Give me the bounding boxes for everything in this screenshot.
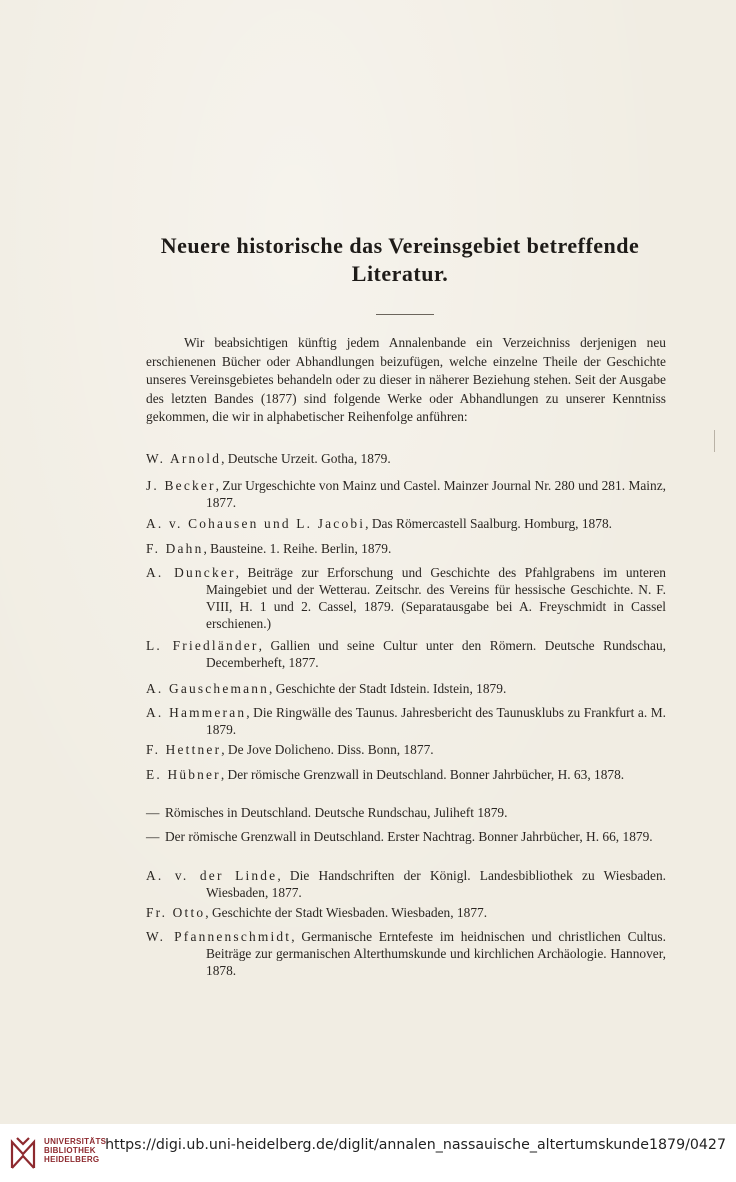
entry-author: L. Friedländer — [146, 638, 259, 653]
bibliography-entry — [146, 828, 666, 845]
bibliography-entry — [146, 564, 666, 632]
bibliography-entry — [146, 450, 666, 467]
entry-text: , Die Ringwälle des Taunus. Jahresbericht des Taunusklubs zu Frankfurt a. M. 1879. — [206, 705, 666, 737]
entry-text: , Zur Urgeschichte von Mainz und Castel. Mainzer Journal Nr. 280 und 281. Mainz, 1877. — [206, 478, 666, 510]
library-name-line-3: HEIDELBERG — [44, 1155, 100, 1164]
title-divider — [376, 314, 434, 315]
library-name-line-1: UNIVERSITÄTS- — [44, 1137, 110, 1146]
bibliography-entry — [146, 904, 666, 921]
university-library-logo[interactable] — [8, 1134, 38, 1174]
bibliography-entry — [146, 704, 666, 738]
entry-author: Fr. Otto — [146, 905, 206, 920]
entry-author: A. Duncker — [146, 565, 236, 580]
entry-author: F. Hettner — [146, 742, 222, 757]
entry-text: Der römische Grenzwall in Deutschland. Erster Nachtrag. Bonner Jahrbücher, H. 66, 1879. — [161, 829, 653, 844]
title-line-2: Literatur. — [351, 261, 449, 286]
bibliography-entry — [146, 515, 666, 532]
intro-paragraph — [146, 334, 666, 427]
entry-author: — — [146, 805, 162, 820]
entry-text: , Germanische Erntefeste im heidnischen und christlichen Cultus. Beiträge zur germanischen Alterthumskunde und kirchlichen Archäologie. Hannover, 1878. — [206, 929, 666, 978]
entry-text: , Beiträge zur Erforschung und Geschichte des Pfahlgrabens im unteren Maingebiet und der Wetterau. Zeitschr. des Vereins für hessische Geschichte. N. F. VIII, H. 1 und 2. Cassel, 1879. (Separatausgabe bei A. Freyschmidt in Cassel erschienen.) — [206, 565, 666, 631]
entry-text: Römisches in Deutschland. Deutsche Rundschau, Juliheft 1879. — [161, 805, 508, 820]
entry-text: , Geschichte der Stadt Wiesbaden. Wiesbaden, 1877. — [205, 905, 488, 920]
entry-author: W. Pfannenschmidt — [146, 929, 292, 944]
bibliography-entry — [146, 540, 666, 557]
entry-author: F. Dahn — [146, 541, 204, 556]
bibliography-entry — [146, 928, 666, 979]
page-edge-mark — [714, 430, 715, 452]
entry-text: , Deutsche Urzeit. Gotha, 1879. — [221, 451, 391, 466]
entry-author: A. v. der Linde — [146, 868, 278, 883]
entry-text: , Die Handschriften der Königl. Landesbibliothek zu Wiesbaden. Wiesbaden, 1877. — [206, 868, 666, 900]
viewer-footer — [0, 1124, 736, 1182]
intro-text: Wir beabsichtigen künftig jedem Annalenbande ein Verzeichniss derjenigen neu erschienenen Bücher oder Abhandlungen beizufügen, welche einzelne Theile der Geschichte unseres Vereinsgebietes behandeln oder zu dieser in näherer Beziehung stehen. Seit der Ausgabe des letzten Bandes (1877) sind folgende Werke oder Abhandlungen zu unserer Kenntniss gekommen, die wir in alphabetischer Reihenfolge anführen: — [146, 335, 666, 425]
bibliography-entry — [146, 766, 666, 783]
library-name — [44, 1137, 109, 1164]
entry-text: , De Jove Dolicheno. Diss. Bonn, 1877. — [221, 742, 434, 757]
entry-text: , Geschichte der Stadt Idstein. Idstein, 1879. — [269, 681, 507, 696]
entry-text: , Der römische Grenzwall in Deutschland. Bonner Jahrbücher, H. 63, 1878. — [220, 767, 625, 782]
entry-text: , Bausteine. 1. Reihe. Berlin, 1879. — [203, 541, 392, 556]
bibliography-entry — [146, 804, 666, 821]
library-name-line-2: BIBLIOTHEK — [44, 1146, 96, 1155]
entry-author: — — [146, 829, 162, 844]
document-title — [100, 232, 700, 288]
entry-author: J. Becker — [146, 478, 216, 493]
title-line-1: Neuere historische das Vereinsgebiet betreffende — [160, 233, 640, 258]
bibliography-entry — [146, 680, 666, 697]
entry-text: , Das Römercastell Saalburg. Homburg, 1878. — [365, 516, 612, 531]
entry-author: A. Gauschemann — [146, 681, 270, 696]
document-url-link[interactable]: https://digi.ub.uni-heidelberg.de/diglit/annalen_nassauische_altertumskunde1879/0427 — [105, 1137, 726, 1153]
entry-author: W. Arnold — [146, 451, 222, 466]
entry-text: , Gallien und seine Cultur unter den Römern. Deutsche Rundschau, Decemberheft, 1877. — [206, 638, 666, 670]
bibliography-entry — [146, 637, 666, 671]
bibliography-entry — [146, 867, 666, 901]
entry-author: A. v. Cohausen und L. Jacobi — [146, 516, 366, 531]
entry-author: E. Hübner — [146, 767, 221, 782]
bibliography-entry — [146, 741, 666, 758]
bibliography-entry — [146, 477, 666, 511]
entry-author: A. Hammeran — [146, 705, 247, 720]
